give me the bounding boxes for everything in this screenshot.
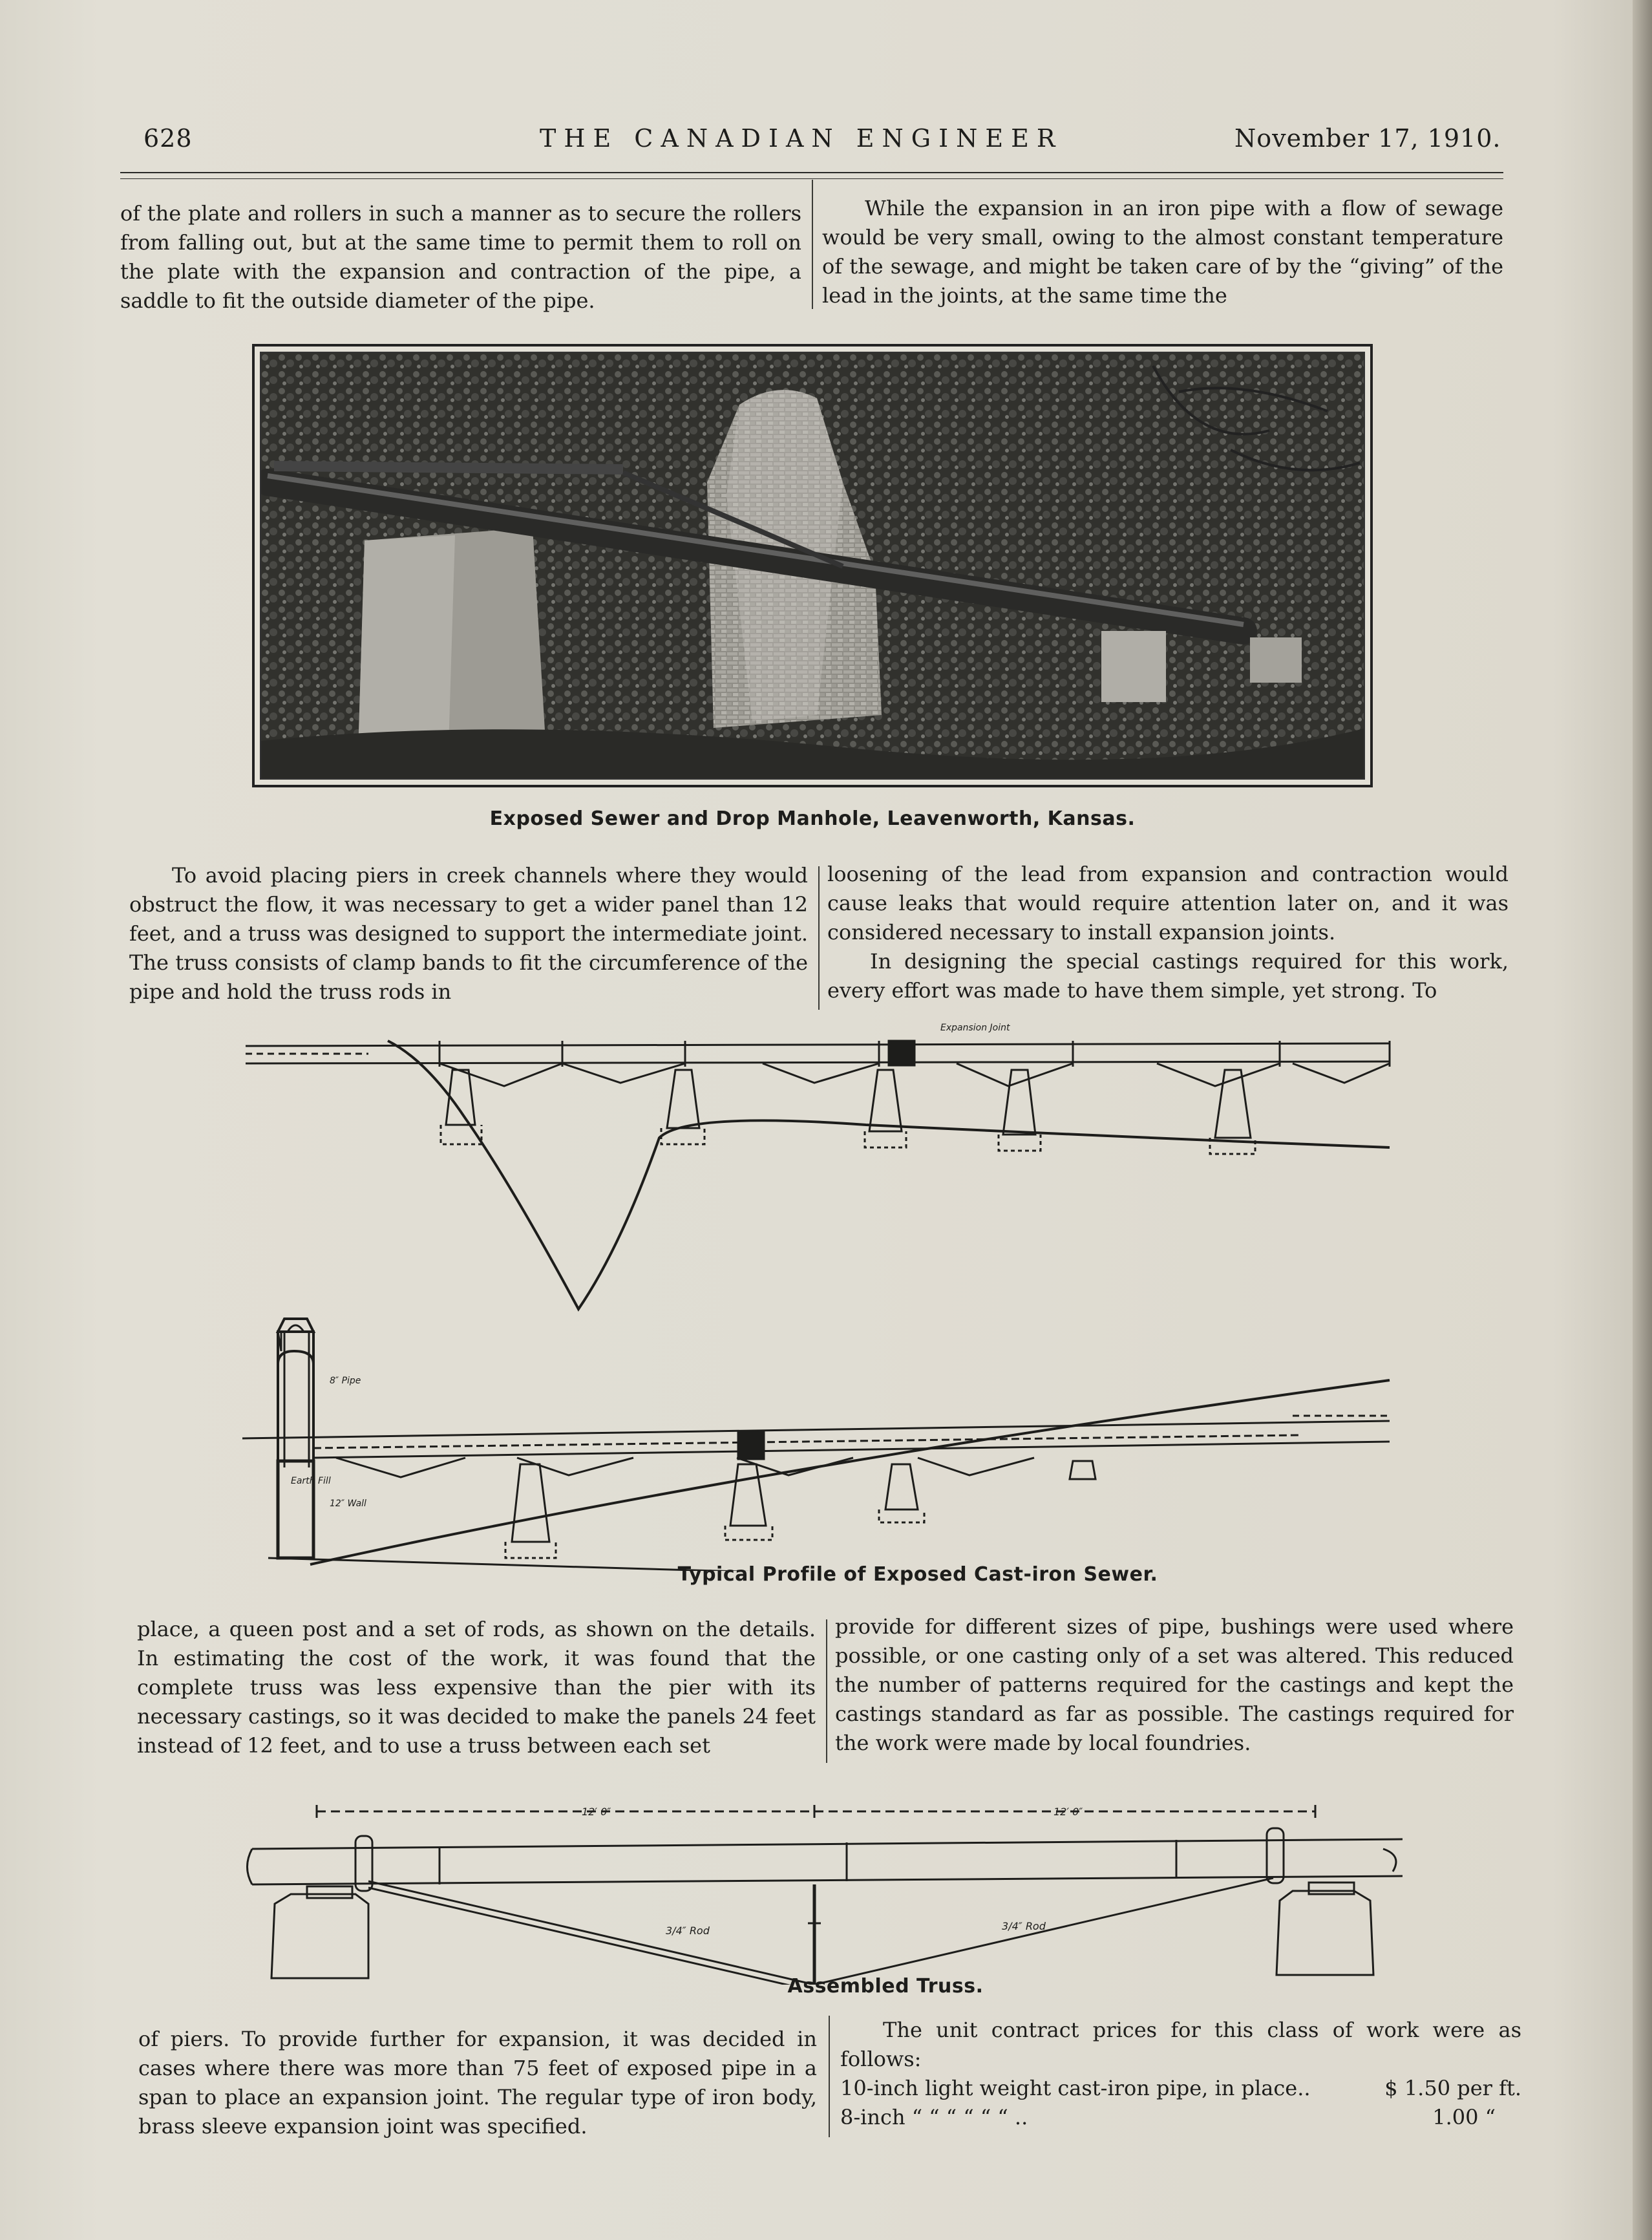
page-spine-shadow <box>1633 0 1652 2240</box>
section2-right-para1: loosening of the lead from expansion and contraction would cause leaks that would require attention later on, and it was considered necessary to install expansion joints. <box>827 862 1509 944</box>
assembled-truss-diagram <box>246 1791 1441 1985</box>
section3-right-text: provide for different sizes of pipe, bushings were used where possible, or one casting only of a set was altered. This reduced the number of patterns required for the castings and kept the castings standard as far as possible. The castings required for the work were made by local foundries. <box>835 1614 1514 1755</box>
label-expansion-joint: Expansion Joint <box>940 1023 1010 1033</box>
section3-right-column <box>835 1612 1514 1758</box>
figure1-caption: Exposed Sewer and Drop Manhole, Leavenworth, Kansas. <box>489 807 1136 830</box>
figure2-caption: Typical Profile of Exposed Cast-iron Sewer. <box>677 1563 1158 1586</box>
column-divider <box>818 866 820 1010</box>
price-row-8-inch <box>840 2103 1521 2132</box>
dimension-right: 12′ 0″ <box>1054 1806 1083 1818</box>
section2-right-para2: In designing the special castings required for this work, every effort was made to have them simple, yet strong. To <box>827 949 1509 1003</box>
section3-left-text: place, a queen post and a set of rods, as shown on the details. In estimating the cost of the work, it was found that the complete truss was less expensive than the pier with its necessary castings, so it was decided to make the panels 24 feet instead of 12 feet, and to use a truss between each set <box>137 1617 816 1758</box>
section1-right-text: While the expansion in an iron pipe with a flow of sewage would be very small, owing to the almost constant temperature of the sewage, and might be taken care of by the “giving” of the lead in the joints, at the same time the <box>822 196 1503 308</box>
price-value-10-inch: $ 1.50 per ft. <box>1384 2076 1521 2100</box>
rod-label-left: 3/4″ Rod <box>666 1925 710 1937</box>
label-pipe: 8″ Pipe <box>330 1376 361 1386</box>
section4-left-text: of piers. To provide further for expansion, it was decided in cases where there was more than 75 feet of exposed pipe in a span to place an expansion joint. The regular type of iron body, brass sleeve expansion joint was specified. <box>138 2027 817 2139</box>
label-wall: 12″ Wall <box>330 1499 366 1509</box>
header-rule-top <box>120 172 1503 173</box>
column-divider <box>829 2016 830 2137</box>
price-row-10-inch <box>840 2074 1521 2103</box>
rod-label-right: 3/4″ Rod <box>1002 1920 1046 1932</box>
section4-left-column <box>138 2025 817 2141</box>
prices-intro: The unit contract prices for this class of work were as follows: <box>840 2018 1521 2071</box>
section1-right-column <box>822 194 1503 310</box>
price-value-8-inch: 1.00 “ <box>1432 2105 1496 2129</box>
section1-left-column <box>120 199 801 315</box>
header-rule-bottom <box>120 178 1503 179</box>
section4-right-column <box>840 2016 1521 2132</box>
figure3-caption: Assembled Truss. <box>787 1975 984 1998</box>
upper-pipe-line <box>246 1043 1390 1046</box>
issue-date: November 17, 1910. <box>1234 124 1501 153</box>
sewer-photo-image <box>261 353 1365 780</box>
section3-left-column <box>137 1615 816 1760</box>
label-earth-fill: Earth Fill <box>291 1476 331 1486</box>
page-number: 628 <box>143 124 193 153</box>
sewer-profile-diagram <box>233 1015 1403 1571</box>
section2-left-column <box>129 861 808 1007</box>
section2-left-text: To avoid placing piers in creek channels where they would obstruct the flow, it was necessary to get a wider panel than 12 feet, and a truss was designed to support the intermediate joint. The truss consists of clamp bands to fit the circumference of the pipe and hold the truss rods in <box>129 863 808 1004</box>
column-divider <box>812 180 813 309</box>
sewer-photo <box>252 344 1373 787</box>
dimension-left: 12′ 0″ <box>582 1806 611 1818</box>
price-item-8-inch: 8-inch “ “ “ “ “ “ .. <box>840 2105 1028 2129</box>
journal-title: THE CANADIAN ENGINEER <box>540 124 1063 153</box>
section2-right-column <box>827 860 1509 1005</box>
section1-left-text: of the plate and rollers in such a manner as to secure the rollers from falling out, but at the same time to permit them to roll on the plate with the expansion and contraction of the pipe, a saddle to fit the outside diameter of the pipe. <box>120 201 801 313</box>
price-item-10-inch: 10-inch light weight cast-iron pipe, in place.. <box>840 2076 1311 2100</box>
column-divider <box>826 1619 827 1763</box>
